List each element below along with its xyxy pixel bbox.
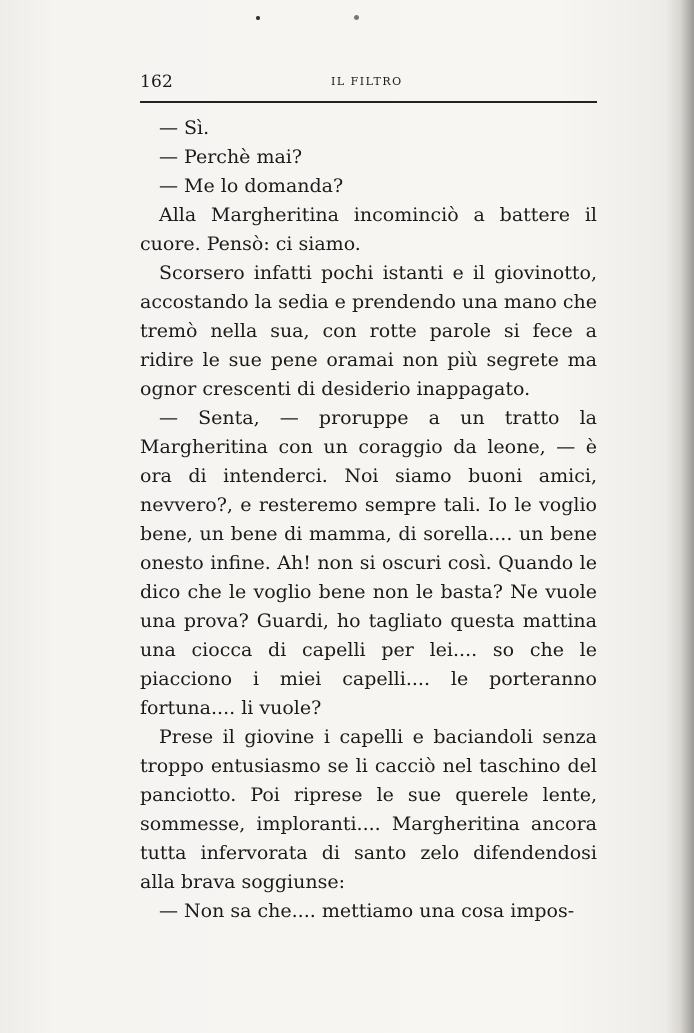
body-text (140, 114, 597, 926)
print-speck (354, 15, 359, 20)
paragraph: — Perchè mai? (159, 146, 303, 168)
running-title: IL FILTRO (331, 75, 403, 88)
paragraph: — Senta, — proruppe a un tratto la Margheritina con un coraggio da leone, — è ora di intenderci. Noi siamo buoni amici, nevvero?, e resteremo sempre tali. Io le voglio bene, un bene di mamma, di sorella.... un bene onesto infine. Ah! non si oscuri così. Quando le dico che le voglio bene non le basta? Ne vuole una prova? Guardi, ho tagliato questa mattina una ciocca di capelli per lei.... so che le piacciono i miei capelli.... le porteranno fortuna.... li vuole? (140, 407, 597, 719)
print-speck (256, 16, 260, 20)
paragraph: Alla Margheritina incominciò a battere il cuore. Pensò: ci siamo. (140, 204, 597, 255)
header-rule (140, 101, 597, 103)
page-header (140, 72, 597, 94)
paragraph: — Me lo domanda? (159, 175, 344, 197)
paragraph: — Sì. (159, 117, 210, 139)
paragraph: Prese il giovine i capelli e baciandoli senza troppo entusiasmo se li cacciò nel taschino del panciotto. Poi riprese le sue querele lente, sommesse, imploranti.... Margheritina ancora tutta infervorata di santo zelo difendendosi alla brava soggiunse: (140, 726, 597, 893)
page-number: 162 (140, 72, 174, 92)
paragraph: Scorsero infatti pochi istanti e il giovinotto, accostando la sedia e prendendo una mano che tremò nella sua, con rotte parole si fece a ridire le sue pene oramai non più segrete ma ognor crescenti di desiderio inappagato. (140, 262, 598, 400)
paragraph: — Non sa che.... mettiamo una cosa impos- (159, 900, 575, 922)
page-edge-shadow (664, 0, 694, 1033)
